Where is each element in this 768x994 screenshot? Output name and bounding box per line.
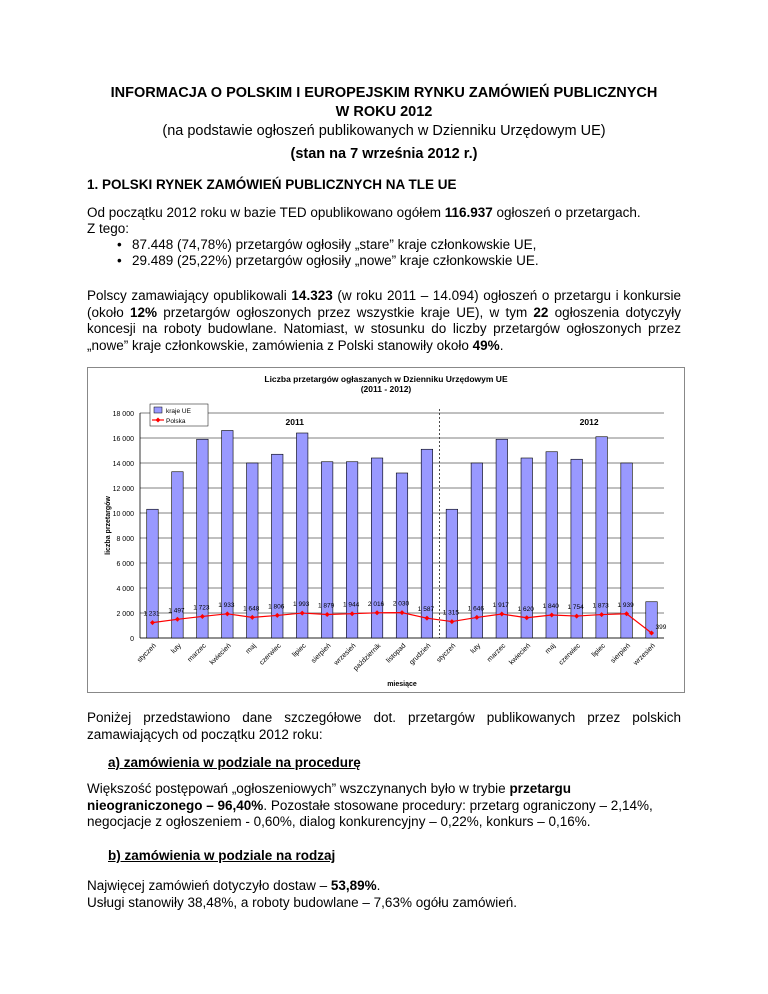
text: Usługi stanowiły 38,48%, a roboty budowlane – 7,63% ogółu zamówień. [87, 894, 518, 910]
data-label: 1 754 [567, 604, 584, 612]
data-label: 1 917 [492, 602, 509, 610]
period-label-2012: 2012 [579, 417, 599, 427]
subsection-a-heading: a) zamówienia w podziale na procedurę [108, 755, 361, 770]
data-label: 1 806 [268, 603, 285, 611]
x-tick-label: maj [544, 642, 558, 656]
x-tick-label: wrzesień [632, 642, 657, 667]
x-tick-label: lipiec [590, 642, 608, 659]
x-axis-label: miesiące [387, 681, 417, 688]
y-tick-label: 18 000 [112, 411, 134, 418]
text: . [376, 878, 381, 893]
text: Od początku 2012 roku w bazie TED opublikowano ogółem [87, 205, 445, 220]
x-tick-label: maj [244, 642, 258, 656]
title-line-1: INFORMACJA O POLSKIM I EUROPEJSKIM RYNKU ZAMÓWIEŃ PUBLICZNYCH [110, 85, 658, 101]
data-label: 1 497 [168, 607, 185, 615]
data-label: 1 840 [542, 603, 559, 610]
y-tick-label: 4 000 [116, 586, 134, 593]
data-label: 1 993 [293, 601, 310, 609]
data-label: 1 231 [143, 610, 160, 618]
text: Polscy zamawiający opublikowali [87, 288, 292, 303]
legend-label: Polska [166, 418, 186, 425]
x-tick-label: sierpień [310, 642, 333, 665]
data-label: 1 648 [243, 605, 260, 613]
data-label: 399 [655, 624, 667, 632]
data-label: 2 016 [367, 600, 385, 608]
text: Najwięcej zamówień dotyczyło dostaw – [87, 878, 331, 893]
legend-label: kraje UE [166, 408, 191, 415]
bar [571, 459, 582, 638]
x-tick-label: czerwiec [258, 642, 283, 667]
text: . Pozostałe stosowane procedury: przetarg ograniczony – 2,14%, negocjacje z ogłoszeniem - 0,60%, dialog konkurencyjny – 0,22%, konkurs – 0,16%. [87, 797, 653, 829]
x-tick-label: marzec [486, 642, 508, 664]
x-tick-label: marzec [186, 642, 208, 664]
status-date: (stan na 7 września 2012 r.) [290, 146, 478, 162]
y-tick-label: 14 000 [112, 461, 134, 468]
x-tick-label: listopad [385, 642, 408, 665]
x-tick-label: lipiec [291, 642, 308, 659]
bar [321, 462, 332, 638]
procedure-paragraph [87, 781, 687, 831]
concession-count: 22 [533, 304, 549, 320]
new-members-share: 49% [472, 337, 500, 353]
x-tick-label: styczeń [435, 642, 458, 665]
details-intro: Poniżej przedstawiono dane szczegółowe dot. przetargów publikowanych przez polskich zamawiających od początku 2012 roku: [87, 710, 681, 742]
x-tick-label: kwiecień [508, 642, 533, 667]
list-item: • 87.448 (74,78%) przetargów ogłosiły „stare” kraje członkowskie UE, [87, 237, 687, 253]
poland-count: 14.323 [291, 288, 333, 303]
list-item: • 29.489 (25,22%) przetargów ogłosiły „nowe” kraje członkowskie UE. [87, 253, 687, 269]
data-label: 1 933 [218, 601, 235, 609]
period-label-2011: 2011 [285, 417, 304, 427]
text: ogłoszenia dotyczyły koncesji na roboty budowlane. Natomiast, w stosunku do liczby przetargów ogłoszonych przez „nowe” kraje członkowskie, zamówienia z Polski stanowiły około [87, 304, 681, 353]
x-tick-label: luty [469, 642, 483, 656]
text: przetargów ogłoszonych przez wszystkie kraje UE), w tym [157, 304, 534, 320]
data-label: 2 030 [392, 600, 410, 608]
y-tick-label: 16 000 [112, 436, 134, 443]
y-tick-label: 8 000 [116, 536, 134, 543]
data-label: 1 939 [617, 601, 634, 609]
text: Większość postępowań „ogłoszeniowych” wszczynanych było w trybie [87, 781, 510, 796]
x-tick-label: kwiecień [208, 642, 233, 667]
supplies-share: 53,89% [330, 878, 377, 893]
bar [271, 454, 282, 638]
poland-share: 12% [130, 304, 158, 320]
open-tender-share: przetargu nieograniczonego – 96,40% [87, 781, 571, 813]
total-count: 116.937 [444, 205, 493, 220]
text: Z tego: [87, 221, 130, 236]
x-tick-label: grudzień [408, 642, 433, 667]
text: . [499, 337, 504, 353]
bar [446, 509, 457, 638]
text: ogłoszeń o przetargach. [492, 205, 641, 220]
data-label: 1 879 [318, 602, 335, 610]
bar-line-chart [88, 368, 684, 692]
x-tick-label: styczeń [136, 642, 158, 665]
x-tick-label: wrzesień [333, 642, 358, 667]
x-tick-label: październik [352, 642, 383, 673]
data-label: 1 315 [442, 609, 460, 617]
y-tick-label: 0 [130, 636, 134, 643]
poland-paragraph [87, 288, 681, 354]
intro-paragraph [87, 205, 687, 269]
y-tick-label: 10 000 [112, 511, 134, 518]
text: (w roku 2011 – 14.094) ogłoszeń o przetargu i konkursie (około [87, 288, 681, 320]
section-heading: 1. POLSKI RYNEK ZAMÓWIEŃ PUBLICZNYCH NA TLE UE [87, 177, 457, 192]
data-label: 1 620 [517, 605, 534, 613]
y-tick-label: 2 000 [116, 611, 134, 618]
y-axis-label: liczba przetargów [105, 496, 112, 555]
bar [147, 509, 158, 638]
title-source: (na podstawie ogłoszeń publikowanych w Dzienniku Urzędowym UE) [162, 123, 606, 139]
x-tick-label: czerwiec [557, 642, 583, 667]
legend-swatch-bar [154, 407, 162, 413]
y-tick-label: 12 000 [112, 486, 134, 493]
data-label: 1 723 [193, 604, 210, 612]
title-line-2: W ROKU 2012 [335, 104, 433, 120]
document-title [40, 84, 728, 141]
y-tick-label: 6 000 [116, 561, 134, 568]
chart-title-text: Liczba przetargów ogłaszanych w Dzienniku Urzędowym UE [264, 374, 508, 384]
bar [546, 452, 557, 638]
x-tick-label: sierpień [609, 642, 632, 665]
data-label: 1 944 [342, 601, 360, 609]
chart-container [87, 367, 685, 693]
data-label: 1 587 [417, 606, 435, 614]
bullet-list [87, 237, 687, 269]
chart-subtitle-text: (2011 - 2012) [360, 384, 412, 394]
subsection-b-heading: b) zamówienia w podziale na rodzaj [108, 848, 336, 863]
x-tick-label: luty [170, 642, 183, 656]
data-label: 1 646 [467, 605, 484, 613]
data-label: 1 873 [592, 602, 609, 610]
type-paragraph [87, 878, 687, 911]
